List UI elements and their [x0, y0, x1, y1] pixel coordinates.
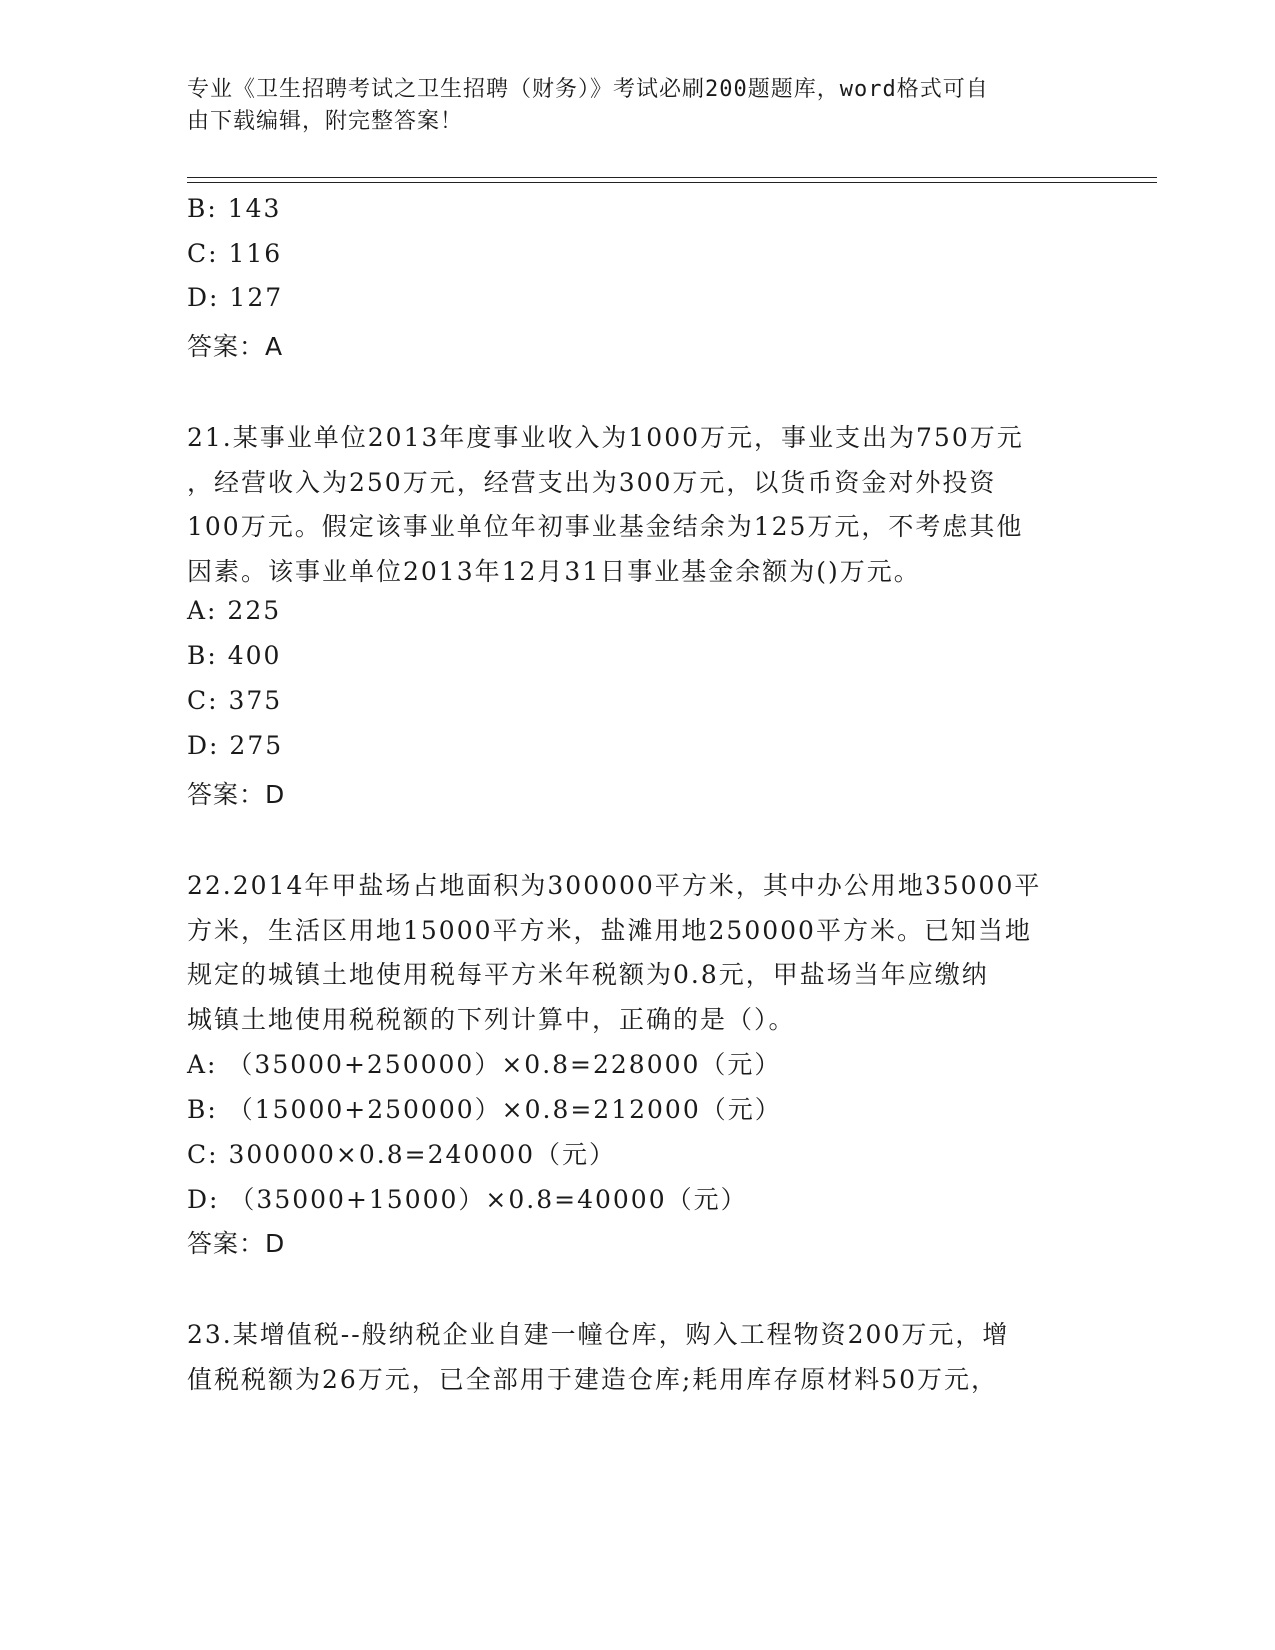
q21-stem-line: 100万元。假定该事业单位年初事业基金结余为125万元，不考虑其他: [187, 512, 1024, 541]
q22-option-a: A: （35000+250000）×0.8=228000（元）: [187, 1050, 782, 1079]
q22-stem-line: 22.2014年甲盐场占地面积为300000平方米，其中办公用地35000平: [187, 871, 1042, 900]
q21-option-c: C: 375: [187, 686, 283, 715]
q22-stem-line: 规定的城镇土地使用税每平方米年税额为0.8元，甲盐场当年应缴纳: [187, 960, 989, 989]
q21-option-b: B: 400: [187, 641, 282, 670]
header-line-1: 专业《卫生招聘考试之卫生招聘（财务）》考试必刷200题题库，word格式可自: [187, 77, 989, 102]
q20-answer: 答案：A: [187, 332, 284, 361]
q20-option-d: D: 127: [187, 283, 284, 312]
q21-stem-line: 因素。该事业单位2013年12月31日事业基金余额为()万元。: [187, 557, 921, 586]
q21-answer: 答案：D: [187, 780, 286, 809]
q22-option-d: D: （35000+15000）×0.8=40000（元）: [187, 1185, 748, 1214]
q21-option-a: A: 225: [187, 596, 282, 625]
header-rule-bottom: [187, 182, 1157, 183]
q22-option-b: B: （15000+250000）×0.8=212000（元）: [187, 1095, 782, 1124]
q22-answer: 答案：D: [187, 1229, 286, 1258]
header-line-2: 由下载编辑，附完整答案！: [187, 109, 464, 134]
q22-option-c: C: 300000×0.8=240000（元）: [187, 1140, 617, 1169]
q21-option-d: D: 275: [187, 731, 284, 760]
q20-option-b: B: 143: [187, 194, 282, 223]
q23-stem-line: 值税税额为26万元，已全部用于建造仓库;耗用库存原材料50万元，: [187, 1365, 999, 1394]
q20-option-c: C: 116: [187, 239, 283, 268]
q22-stem-line: 城镇土地使用税税额的下列计算中，正确的是（）。: [187, 1005, 796, 1034]
document-header: [187, 74, 1067, 138]
q21-stem-line: 21.某事业单位2013年度事业收入为1000万元，事业支出为750万元: [187, 423, 1024, 452]
header-rule-top: [187, 177, 1157, 178]
q23-stem-line: 23.某增值税--般纳税企业自建一幢仓库，购入工程物资200万元，增: [187, 1320, 1010, 1349]
q21-stem-line: ，经营收入为250万元，经营支出为300万元，以货币资金对外投资: [187, 468, 997, 497]
q22-stem-line: 方米，生活区用地15000平方米，盐滩用地250000平方米。已知当地: [187, 916, 1032, 945]
